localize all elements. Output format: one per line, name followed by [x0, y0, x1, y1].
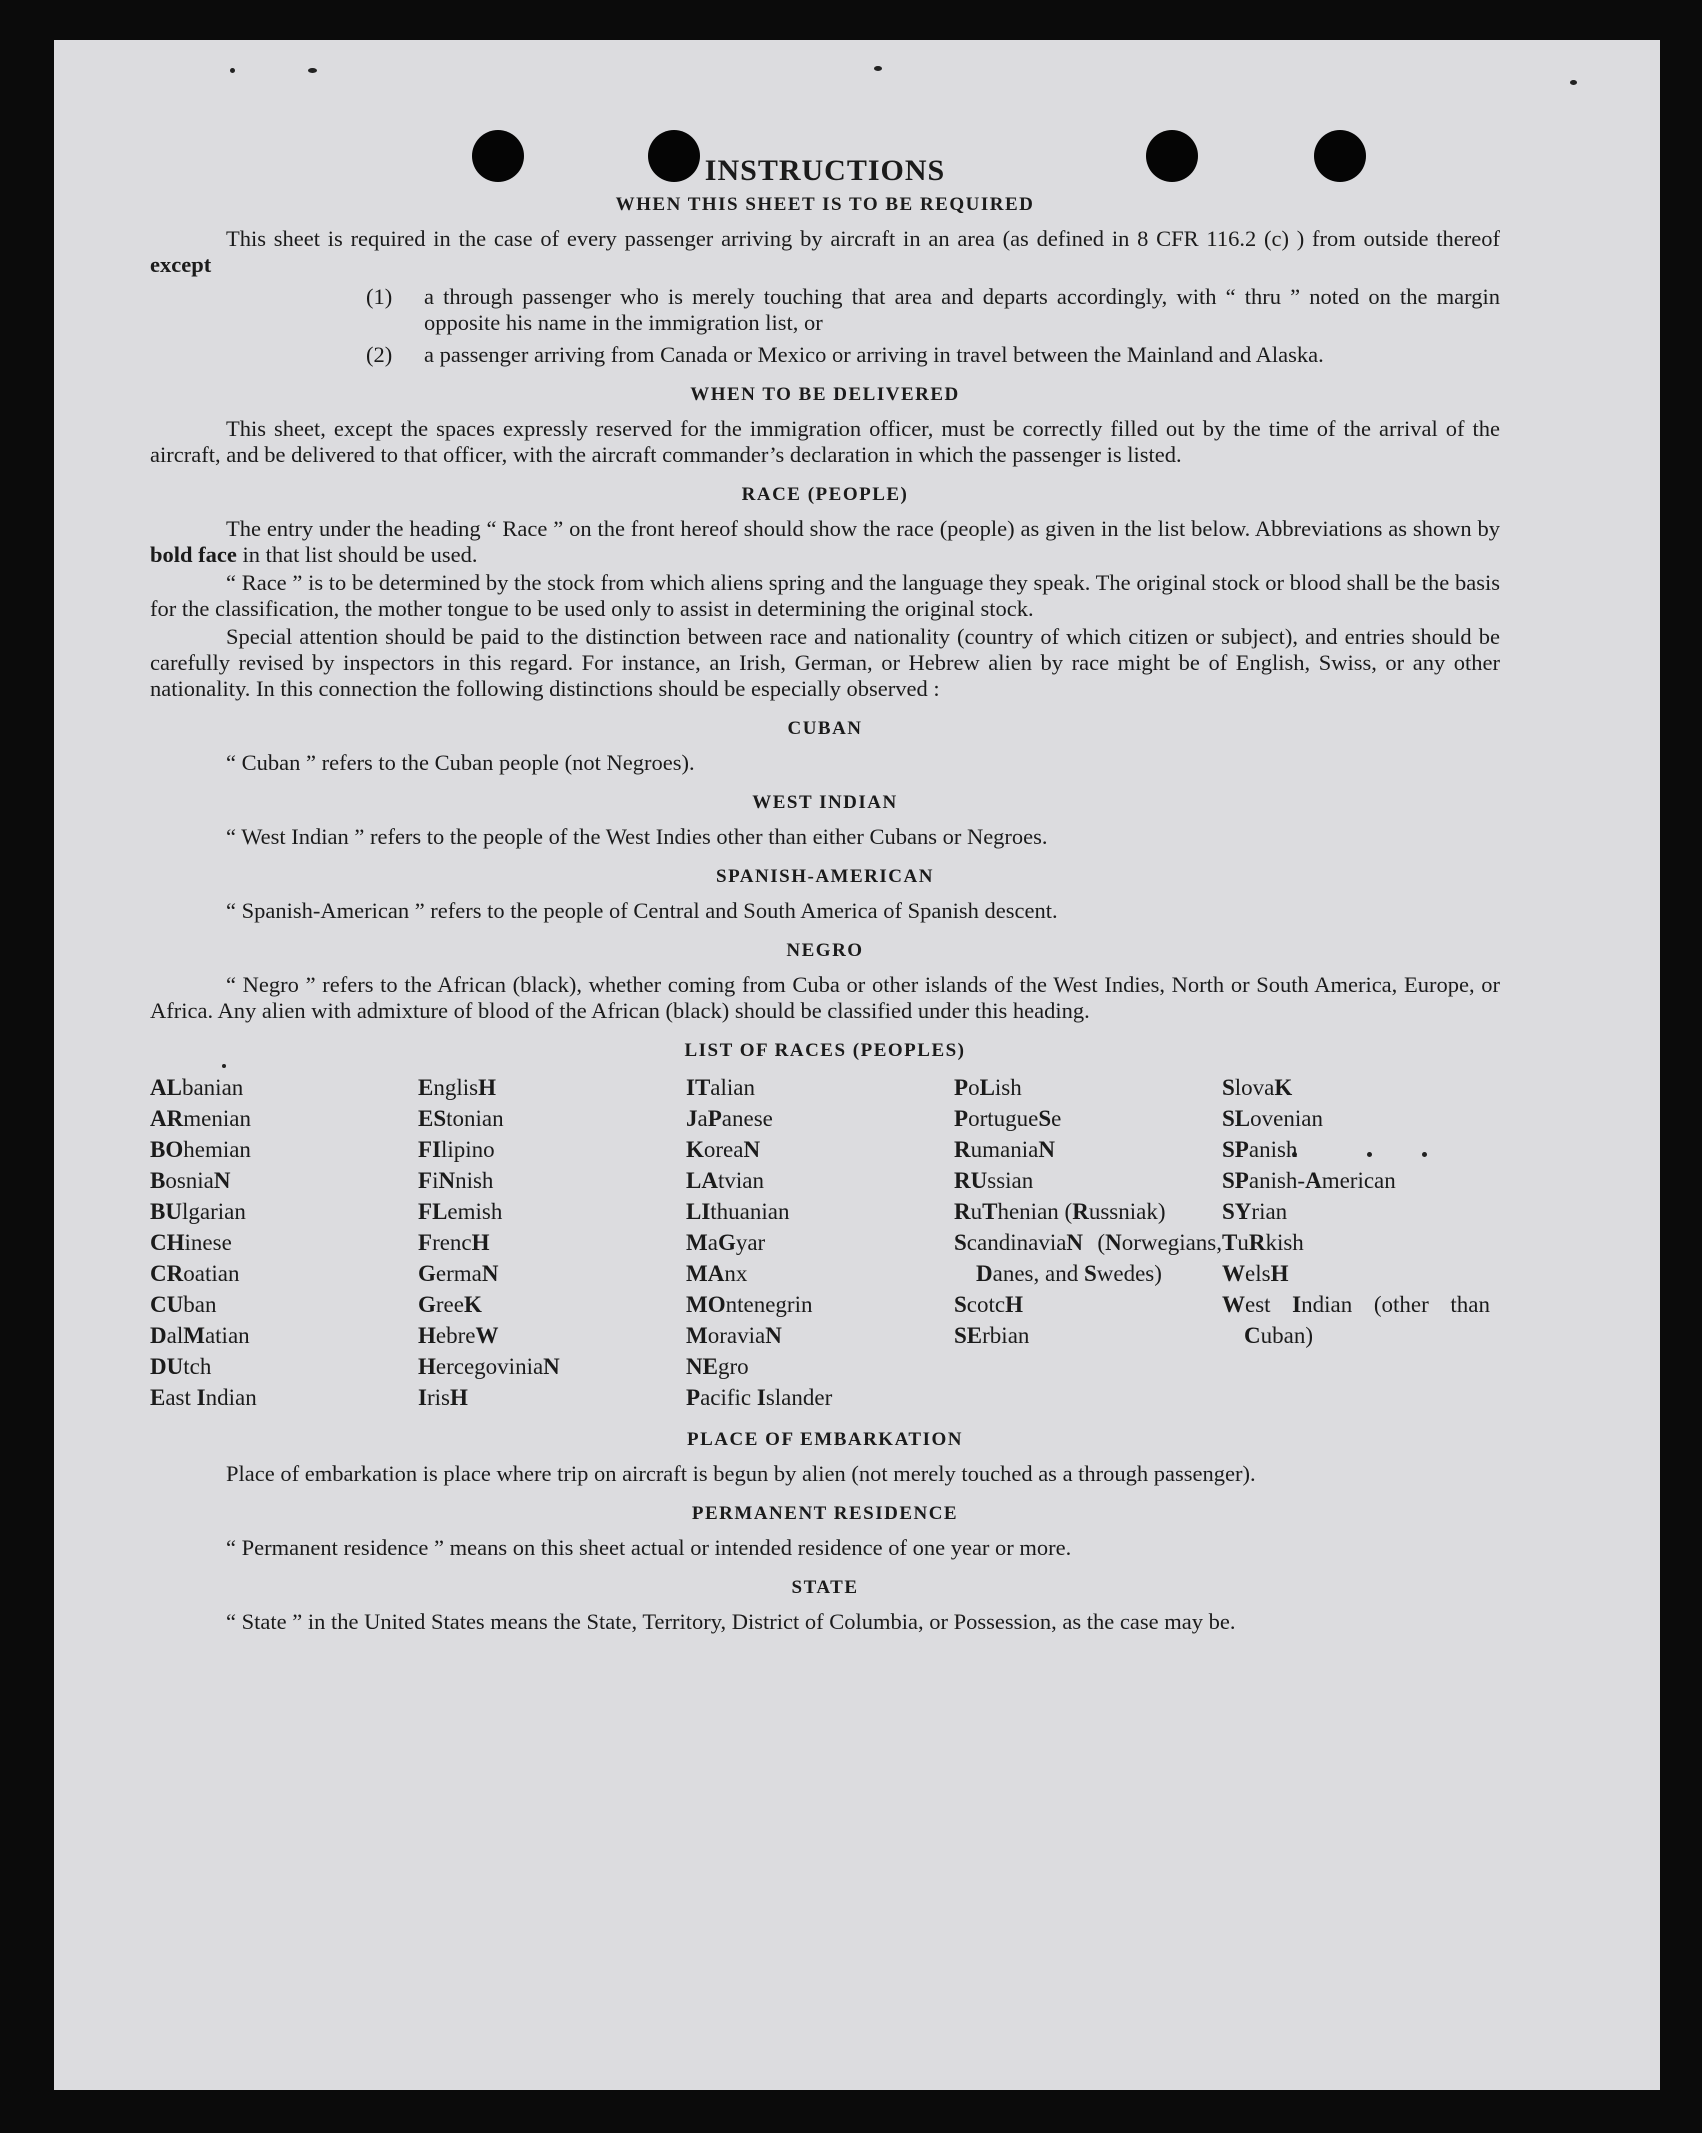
races-column-4	[954, 1072, 1222, 1413]
race-item: ITalian	[686, 1075, 755, 1100]
emphasis-bold-face: bold face	[150, 542, 237, 567]
race-item: Pacific Islander	[686, 1385, 833, 1410]
paragraph-delivered: This sheet, except the spaces expressly reserved for the immigration officer, must be correctly filled out by the time of the arrival of the aircraft, and be delivered to that officer, with the aircraft commander’s declaration in which the passenger is listed.	[150, 416, 1500, 467]
races-column-2	[418, 1072, 686, 1413]
paragraph-cuban: “ Cuban ” refers to the Cuban people (not Negroes).	[226, 750, 695, 775]
race-item: West Indian (other than Cuban)	[1222, 1292, 1490, 1348]
paragraph-spanish-american: “ Spanish-American ” refers to the people of Central and South America of Spanish descent.	[226, 898, 1058, 923]
paragraph-west-indian: “ West Indian ” refers to the people of the West Indies other than either Cubans or Negroes.	[226, 824, 1048, 849]
race-item: IrisH	[418, 1385, 468, 1410]
race-item: ScotcH	[954, 1292, 1023, 1317]
speck	[1570, 80, 1577, 85]
section-heading-required: WHEN THIS SHEET IS TO BE REQUIRED	[615, 194, 1035, 215]
races-list	[150, 1072, 1500, 1413]
race-item: SPanish-American	[1222, 1168, 1396, 1193]
paragraph-permanent-residence: “ Permanent residence ” means on this sheet actual or intended residence of one year or more.	[226, 1535, 1072, 1560]
section-heading-race: RACE (PEOPLE)	[741, 484, 909, 505]
race-item: HebreW	[418, 1323, 499, 1348]
section-heading-west-indian: WEST INDIAN	[752, 792, 898, 813]
race-item: DUtch	[150, 1354, 212, 1379]
race-item: MOntenegrin	[686, 1292, 813, 1317]
race-item: SYrian	[1222, 1199, 1288, 1224]
emphasis-except: except	[150, 252, 212, 277]
section-heading-delivered: WHEN TO BE DELIVERED	[690, 384, 960, 405]
race-item: SlovaK	[1222, 1075, 1293, 1100]
section-heading-state: STATE	[791, 1577, 859, 1598]
race-item: BosniaN	[150, 1168, 231, 1193]
race-item: PoLish	[954, 1075, 1022, 1100]
speck	[308, 68, 317, 73]
races-column-3	[686, 1072, 954, 1413]
section-heading-cuban: CUBAN	[787, 718, 863, 739]
paragraph-race-2: “ Race ” is to be determined by the stock from which aliens spring and the language they speak. The original stock or blood shall be the basis for the classification, the mother tongue to be used only to assist in determining the original stock.	[150, 570, 1500, 621]
race-item: HercegoviniaN	[418, 1354, 560, 1379]
race-item: CHinese	[150, 1230, 232, 1255]
section-heading-permanent-residence: PERMANENT RESIDENCE	[691, 1503, 959, 1524]
race-item: CUban	[150, 1292, 217, 1317]
paragraph-negro: “ Negro ” refers to the African (black), whether coming from Cuba or other islands of the West Indies, North or South America, Europe, or Africa. Any alien with admixture of blood of the African (black) should be classified under this heading.	[150, 972, 1500, 1023]
race-item: MAnx	[686, 1261, 748, 1286]
race-item: NEgro	[686, 1354, 749, 1379]
race-item: ScandinaviaN (Norwegians, Danes, and Swedes)	[954, 1230, 1222, 1286]
race-item: FIlipino	[418, 1137, 495, 1162]
speck	[874, 66, 882, 71]
race-item: JaPanese	[686, 1106, 773, 1131]
paragraph-required: This sheet is required in the case of every passenger arriving by aircraft in an area (as defined in 8 CFR 116.2 (c) ) from outside thereof except	[150, 226, 1500, 277]
exception-1: (1) a through passenger who is merely touching that area and departs accordingly, with “ thru ” noted on the margin opposite his name in the immigration list, or	[366, 284, 1500, 335]
race-item: RuThenian (Russniak)	[954, 1199, 1166, 1224]
race-item: TuRkish	[1222, 1230, 1304, 1255]
race-item: SErbian	[954, 1323, 1030, 1348]
race-item: RUssian	[954, 1168, 1034, 1193]
paragraph-race-3: Special attention should be paid to the distinction between race and nationality (country of which citizen or subject), and entries should be carefully revised by inspectors in this regard. For instance, an Irish, German, or Hebrew alien by race might be of English, Swiss, or any other nationality. In this connection the following distinctions should be especially observed :	[150, 624, 1500, 701]
document-title: INSTRUCTIONS	[704, 154, 946, 187]
race-item: DalMatian	[150, 1323, 250, 1348]
race-item: SPanish	[1222, 1137, 1298, 1162]
speck	[230, 68, 235, 73]
race-item: GermaN	[418, 1261, 499, 1286]
race-item: WelsH	[1222, 1261, 1289, 1286]
race-item: EnglisH	[418, 1075, 496, 1100]
race-item: SLovenian	[1222, 1106, 1323, 1131]
races-column-1	[150, 1072, 418, 1413]
race-item: BOhemian	[150, 1137, 251, 1162]
race-item: LAtvian	[686, 1168, 764, 1193]
instructions-content	[150, 154, 1500, 1637]
race-item: ALbanian	[150, 1075, 244, 1100]
race-item: BUlgarian	[150, 1199, 246, 1224]
race-item: GreeK	[418, 1292, 482, 1317]
paragraph-embarkation: Place of embarkation is place where trip on aircraft is begun by alien (not merely touched as a through passenger).	[226, 1461, 1256, 1486]
race-item: East Indian	[150, 1385, 257, 1410]
race-item: MoraviaN	[686, 1323, 782, 1348]
race-item: CRoatian	[150, 1261, 240, 1286]
race-item: MaGyar	[686, 1230, 766, 1255]
section-heading-spanish-american: SPANISH-AMERICAN	[716, 866, 934, 887]
race-item: ARmenian	[150, 1106, 251, 1131]
section-heading-negro: NEGRO	[786, 940, 864, 961]
race-item: LIthuanian	[686, 1199, 790, 1224]
race-item: FrencH	[418, 1230, 490, 1255]
race-item: RumaniaN	[954, 1137, 1055, 1162]
race-item: PortugueSe	[954, 1106, 1062, 1131]
race-item: EStonian	[418, 1106, 504, 1131]
section-heading-list-of-races: LIST OF RACES (PEOPLES)	[684, 1040, 966, 1061]
exception-2: (2) a passenger arriving from Canada or Mexico or arriving in travel between the Mainland and Alaska.	[366, 342, 1324, 367]
paragraph-state: “ State ” in the United States means the State, Territory, District of Columbia, or Possession, as the case may be.	[226, 1609, 1236, 1634]
races-column-5	[1222, 1072, 1490, 1413]
section-heading-embarkation: PLACE OF EMBARKATION	[687, 1429, 963, 1450]
race-item: FLemish	[418, 1199, 503, 1224]
paragraph-race-1: The entry under the heading “ Race ” on the front hereof should show the race (people) as given in the list below. Abbreviations as shown by bold face in that list should be used.	[150, 516, 1500, 567]
race-item: KoreaN	[686, 1137, 761, 1162]
race-item: FiNnish	[418, 1168, 494, 1193]
